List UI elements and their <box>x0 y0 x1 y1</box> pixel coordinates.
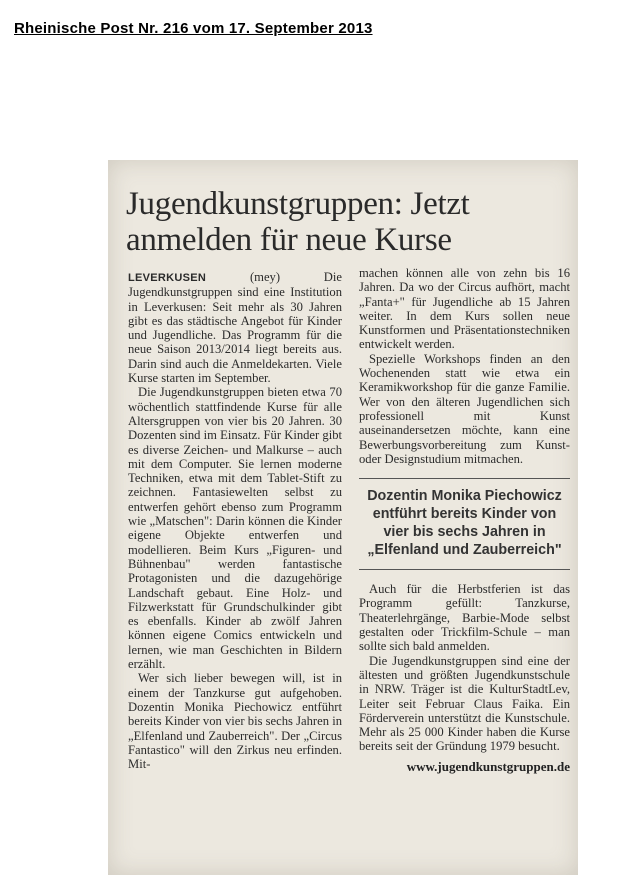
article-paragraph-text: (mey) Die Jugendkunstgruppen sind eine Institution in Leverkusen: Seit mehr als 30 Jahren gibt es das städtische Angebot für Kinder und Jugendliche. Das Programm für die neue Saison 2013/2014 liegt bereits aus. Darin sind auch die Anmeldekarten. Viele Kurse starten im September. <box>128 270 342 386</box>
article-column-left <box>128 270 342 771</box>
article-column-right <box>359 266 570 774</box>
website-link: www.jugendkunstgruppen.de <box>406 758 570 774</box>
newspaper-clipping <box>108 160 578 875</box>
article-paragraph: Die Jugendkunstgruppen bieten etwa 70 wöchentlich stattfindende Kurse für alle Altersgruppen von vier bis 20 Jahren. 30 Dozenten sind im Einsatz. Für Kinder gibt es diverse Zeichen- und Malkurse – auch mit dem Computer. Sie lernen moderne Techniken, etwa mit dem Tablet-Stift zu zeichnen. Fantasiewelten selbst zu entwerfen gehört ebenso zum Programm wie „Matschen": Darin können die Kinder eigene Objekte entwerfen und modellieren. Beim Kurs „Figuren- und Bühnenbau" werden fantastische Protagonisten und die dazugehörige Landschaft gebaut. Eine Holz- und Filzwerkstatt für Grundschulkinder gibt es ebenfalls. Kinder ab zwölf Jahren können eigene Comics entwickeln und lernen, wie man Geschichten in Bildern erzählt. <box>128 385 342 672</box>
article-paragraph: machen können alle von zehn bis 16 Jahren. Da wo der Circus aufhört, macht „Fanta+" für Jugendliche ab 15 Jahren weiter. In dem Kurs sollen neue Kunstformen und Präsentationstechniken entwickelt werden. <box>359 266 570 352</box>
source-citation: Rheinische Post Nr. 216 vom 17. September 2013 <box>14 20 373 37</box>
article-paragraph: Die Jugendkunstgruppen sind eine der ältesten und größten Jugendkunstschule in NRW. Träger ist die KulturStadtLev, Leiter seit Februar Claus Faika. Ein Förderverein unterstützt die Kunstschule. Mehr als 25 000 Kinder haben die Kurse bereits seit der Gründung 1979 besucht. <box>359 653 570 754</box>
pull-quote: Dozentin Monika Piechowicz entführt bereits Kinder von vier bis sechs Jahren in „Elfenland und Zauberreich" <box>359 478 570 570</box>
article-paragraph: Wer sich lieber bewegen will, ist in einem der Tanzkurse gut aufgehoben. Dozentin Monika Piechowicz entführt bereits Kinder von vier bis sechs Jahren in „Elfenland und Zauberreich". Der „Circus Fantastico" will den Zirkus neu erfinden. Mit- <box>128 671 342 772</box>
article-paragraph: Spezielle Workshops finden an den Wochenenden statt wie etwa ein Keramikworkshop für die ganze Familie. Wer von den älteren Jugendlichen sich professionell mit Kunst auseinandersetzen möchte, kann eine Bewerbungsvorbereitung zum Kunst- oder Designstudium mitmachen. <box>359 351 570 466</box>
article-paragraph: Auch für die Herbstferien ist das Programm gefüllt: Tanzkurse, Theaterlehrgänge, Barbie-Mode selbst gestalten oder Trickfilm-Schule – man sollte sich bald anmelden. <box>359 582 570 654</box>
article-headline: Jugendkunstgruppen: Jetzt anmelden für neue Kurse <box>126 186 470 258</box>
article-paragraph <box>128 270 342 385</box>
article-dateline: LEVERKUSEN <box>128 272 207 284</box>
